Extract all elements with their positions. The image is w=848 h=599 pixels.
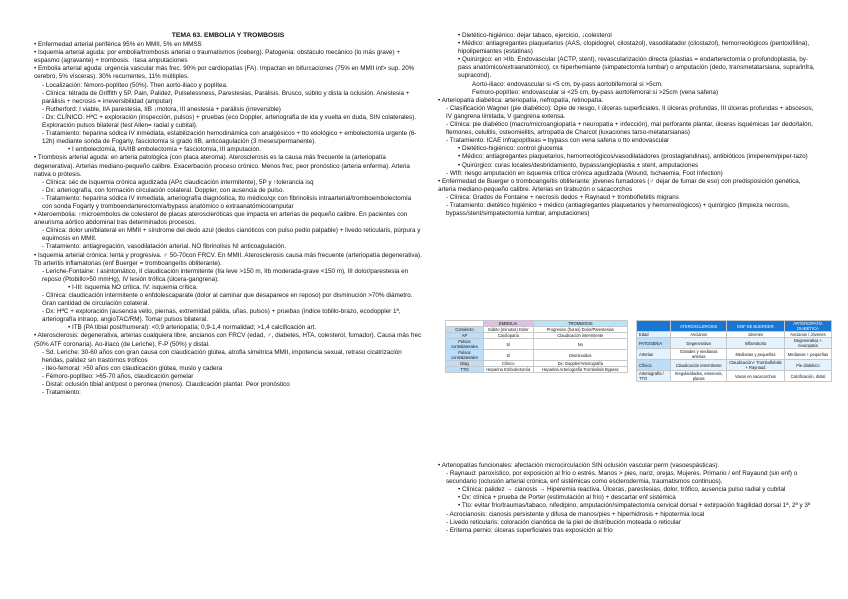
text-line: • Aterosclerosis: degenerativa, arterias cualquiera libre, ancianos con FRCV (edad, ♂, diabetes, HTA, colesterol, fumador). Causa más frec (50% ATF coronaria). Ao-ilíaco (de Leriche), F-P (50%) y distal. bbox=[34, 332, 422, 348]
text-line: Aorto-iliaco: endovascular si <5 cm, by-pass aortobifemoral si >5cm. bbox=[472, 80, 663, 88]
table-cell: Ancianos bbox=[671, 332, 727, 338]
table-header-cell: ATEROSCLEROSIS bbox=[671, 321, 727, 332]
text-line: • ITB (PA tibial post/humeral): <0,9 arteriopatía; 0,9-1,4 normalidad; >1,4 calcificación art. bbox=[68, 324, 317, 332]
table-cell: Cardiopatía bbox=[483, 333, 533, 339]
text-line: - Clínica: claudicación intermitente o enfdolescaparate (dolor al caminar que desaparece en reposo) por disminución >70% diámetro. Gran cantidad de circulación colateral. bbox=[42, 292, 413, 308]
text-line: - Ileo-femoral: >50 años con claudicación glútea, muslo y cadera bbox=[42, 364, 223, 372]
right-text-lines bbox=[438, 32, 818, 218]
text-line: - Clínica: tétrada de Griffith y 5P. Pain, Palidez, Pulselessness, Parestesias, Parálisis. Brusco, súbito y dista la oclusión. Anestesia + parálisis + necrosis = irreversibilidad (amputar) bbox=[42, 89, 410, 105]
text-line: • Médico: antiagregantes plaquetarios (AAS, clopidogrel, cilostazol), vasodilatador (cilostazol), hemorreológicos (pentoxifilina), hipolipemiantes (estatinas) bbox=[458, 40, 810, 56]
table-cell: Pie diabético bbox=[784, 360, 831, 371]
left-column bbox=[34, 32, 422, 397]
table-cell: Clínico bbox=[483, 361, 533, 367]
table-header-cell: EMBOLIA bbox=[483, 321, 533, 327]
table-header-cell bbox=[637, 321, 671, 332]
text-line: • Ateroembolia: ↑microembolos de colesterol de placas ateroscleróticas que impacta en arterias de pequeño calibre. En pacientes con aneurisma aórtico abdominal tras determinados procesos. bbox=[34, 211, 408, 227]
table-cell: Vasos en sacacorchos bbox=[727, 371, 785, 382]
arteriopatias-comparison-table bbox=[636, 320, 832, 382]
table-cell: Disminuidos bbox=[533, 350, 627, 361]
table-header-cell: ARTERIOPATÍA DIABÉTICA bbox=[784, 321, 831, 332]
text-line: - Leriche-Fontaine: I asintomático, II claudicación intermitente (IIa leve >150 m, IIb moderada-grave <150 m), III dolor/parestesia en reposo (Ptobillo>50 mmHg), IV lesión trófica (úlcera-gangrena). bbox=[42, 267, 409, 283]
text-line: • Dietético-higiénico: dejar tabaco, ejercicio, ↓colesterol bbox=[458, 32, 612, 39]
table-cell: AP bbox=[446, 333, 484, 339]
right-bottom-text-lines bbox=[438, 462, 818, 535]
table-row bbox=[446, 350, 628, 361]
right-column bbox=[438, 32, 818, 218]
text-line: - Livedo reticularis: coloración cianótica de la piel de distribución moteada o reticular bbox=[446, 518, 681, 526]
table-cell: Claudicación intermitente bbox=[671, 360, 727, 371]
text-line: - Clínica: séc de isquemia crónica agudizada (APc claudicación intermitente), 5P y ↑tolerancia isq bbox=[42, 178, 314, 186]
table-cell: Medianas + pequeñas bbox=[784, 349, 831, 360]
table-header-row bbox=[637, 321, 832, 332]
table-cell: Comienzo bbox=[446, 327, 484, 333]
table-cell: Claudicación intermitente bbox=[533, 333, 627, 339]
text-line: • Enfermedad de Buerger o tromboangeítis obliterante: jóvenes fumadores (♂ dejar de fumar de eso) con predisposición genética, arteria mediano-pequeño calibre. Arterias en tirabuzón o sacacorchos bbox=[438, 177, 801, 193]
text-line: • Clínica: palidez → cianosis → Hiperemia reactiva. Úlceras, parestesias, dolor, trófico, ausencia pulso radial y cubital bbox=[458, 486, 786, 494]
table-cell: PATOGENIA bbox=[637, 338, 671, 349]
table-cell: Irregularidades, estenosis, placas bbox=[671, 371, 727, 382]
text-line: - Dx: arteriografía, con formación circulación colateral. Doppler, con ausencia de pulso. bbox=[42, 186, 285, 194]
text-line: - Clínica: dolor uni/bilateral en MMII + síndrome del dedo azul (dedos cianóticos con pulso pedio palpable) + livedo reticularis, púrpura y equimosis en MMII. bbox=[42, 227, 421, 243]
text-line: - Tratamiento: bbox=[42, 389, 81, 397]
table-cell: Arteriografía / TTO bbox=[637, 371, 671, 382]
text-line: • I-III: isquemia NO crítica. IV: isquemia crítica. bbox=[68, 283, 198, 291]
text-line: • Arteriopatía diabética: arteriopatía, nefropatía, retinopatía. bbox=[438, 96, 604, 104]
text-line: - Tratamiento: heparina sódica IV inmediata, arteriografía diagnóstica, tto médico/qx con fibrinolisis intraarterial/tromboembolectomía con sonda Fogarty y tromboendarterectomía/bypass anatómico o extraanatómico/amputar bbox=[42, 194, 412, 210]
text-line: • I embolectomía, IIA/IIB embolectomía + fasciotomía, III amputación. bbox=[68, 146, 262, 154]
table-cell: Sí bbox=[483, 339, 533, 350]
table-row bbox=[637, 371, 832, 382]
text-line: - Acrocianosis: cianosis persistente y difusa de manos/pies + hiperhidrosis + hipotermia local bbox=[446, 510, 705, 518]
table-cell: No bbox=[533, 339, 627, 350]
text-line: - Eritema pernio: úlceras superficiales tras exposición al frío bbox=[446, 526, 613, 534]
table-cell: Pulsos contralaterales bbox=[446, 350, 484, 361]
text-line: - Clasificación Wagner (pie diabético): Opie de riesgo, I úlceras superficiales, II úlceras profundas, III úlceras profundas + abscesos, IV gangrena limitada, V gangrena extensa. bbox=[446, 104, 814, 120]
text-line: - Sd. Leriche: 30-60 años con gran causa con claudicación glútea, atrofia simétrica MMII, impotencia sexual, retraso cicatrización heridas, palidez sin trastornos tróficos bbox=[42, 348, 402, 364]
text-line: - Raynaud: paroxístico, por exposición al frío o estrés. Manos > pies, nariz, orejas. Mujeres. Primario / enf Rayaund (sin enf) o secundario (oclusión arterial crónica, enf sistémicas como esclerodermia, traumatismos continuos). bbox=[446, 470, 798, 486]
table-cell: Grandes y medianas arterias bbox=[671, 349, 727, 360]
table-cell: Heparina Arteriografía Trombolisis Bypass bbox=[533, 367, 627, 373]
right-bottom-column bbox=[438, 462, 818, 535]
text-line: • Tto: evitar frío/traumas/tabaco, nifedipino, amputación/simpatectomía cervical dorsal + extirpación fragilidad dorsal 1ª, 2ª y 3ª bbox=[458, 502, 811, 510]
table-cell: TTO bbox=[446, 367, 484, 373]
text-line: - Dx: HªC + exploración (ausencia vello, piernas, extremidad pálida, uñas, pulsos) + pruebas (índice tobillo-brazo, ecodoppler 1ª, arteriografía intraop, angioTAC/RM). Tomar pulsos bilateral. bbox=[42, 308, 401, 324]
table-cell: Sí bbox=[483, 350, 533, 361]
text-line: - Tratamiento: dietético higiénico + médico (antiagregantes plaquetarios y hemorreológicos) + quirúrgico (limpieza necrosis, bypass/stent/simpatectomía lumbar, amputaciones) bbox=[446, 201, 790, 218]
text-line: - Tratamiento: heparina sódica IV inmediata, estabilización hemodinámica con analgésicos + tto etiológico + embolectomía urgente (6-12h) mediante sonda de Fogarty, fasciotomía si grado IIB, anticoagulación (3 meses/permanente). bbox=[42, 130, 417, 146]
text-line: • Isquemia arterial aguda: por embolia/trombosis arterial o traumatismos (iceberg). Patogenia: obstáculo mecánico (lo más grave) + espasmo (agravante) + trombosis. ↑tasa amputaciones bbox=[34, 49, 401, 65]
text-line: - Localización: fémoro-poplíteo (50%). Then aorto-iliaco y poplítea. bbox=[42, 81, 228, 89]
table-cell: Degenerativa bbox=[671, 338, 727, 349]
embolia-trombosis-table bbox=[445, 320, 628, 373]
text-line: - Rutherford: I viable, IIA parestesia, IIB ↓motora, III anestesia + parálisis (irreversible) bbox=[42, 105, 281, 113]
text-line: - Tratamiento: antiagregación, vasodilatación arterial. NO fibrinolisis NI anticoagulación. bbox=[42, 243, 286, 251]
table-cell: Arterias bbox=[637, 349, 671, 360]
table-header-cell: ENF DE BUERGER bbox=[727, 321, 785, 332]
text-line: • Dietético-higiénico: control glucemia bbox=[458, 145, 563, 153]
text-line: - Clínica: Grados de Fontaine + necrosis dedos + Raynaud + tromboflebitis migrans bbox=[446, 193, 679, 201]
table-row bbox=[637, 338, 832, 349]
table-cell: Súbito (minutos) Dolor bbox=[483, 327, 533, 333]
table-cell: Diag bbox=[446, 361, 484, 367]
text-line: • Isquemia arterial crónica: lenta y progresiva. ♂ 50-70con FRCV. En MMII. Aterosclerosis causa más frecuente (arteriopatía degenerativa). Tb arteritis inflamatorias (enf Buerger = tromboangeítis obliterante). bbox=[34, 251, 422, 267]
text-line: - Clínica: pie diabético (macro/microangiopatía + neuropatía + infección), mal perforante plantar, úlceras isquémicas 1er dedo/talón, flemones, celulitis, osteomielitis, artropatía de Charcot (luxaciones tarso-metatarsianas) bbox=[446, 121, 813, 137]
table-header-cell: TROMBOSIS bbox=[533, 321, 627, 327]
table-row bbox=[637, 360, 832, 371]
text-line: • Trombosis arterial aguda: en arteria patológica (con placa ateroma). Aterosclerosis es la causa más frecuente la (arteriopatía degenerativa). Arterias mediano-pequeño calibre. Exacerbación proceso crónico. Menos frec, peor pronóstico (arteria enferma). Arteria nativa o prótesis. bbox=[34, 154, 410, 178]
table-cell: Medianas y pequeñas bbox=[727, 349, 785, 360]
table-cell: Claudicación+ Tromboflebitis + Raynaud bbox=[727, 360, 785, 371]
table-cell: Calcificación, distal bbox=[784, 371, 831, 382]
text-line: - Dx: CLÍNICO. HªC + exploración (inspección, pulsos) + pruebas (eco Doppler, arteriografía de ida y vuelta en duda, SIN colaterales). Exploración pulsos bilateral (test Allen= radial y cubital). bbox=[42, 113, 417, 130]
text-line: • Médico: antiagregantes plaquetarios, hemorreológicos/vasodilatadores (prostaglandinas), antibióticos (imipenem/piper-tazo) bbox=[458, 153, 808, 161]
table-row bbox=[637, 349, 832, 360]
left-text-lines bbox=[34, 41, 422, 397]
table-cell: Clínica bbox=[637, 360, 671, 371]
table-cell: Heparina Embolectomía bbox=[483, 367, 533, 373]
text-line: • Embolia arterial aguda: urgencia vascular más frec. 90% por cardiopatías (FA). Impactan en bifurcaciones (75% en MMII inf> sup. 20% cerebro, 5% vísceras). 30% recurrentes, 11% múltiples. bbox=[34, 65, 415, 81]
text-line: • Enfermedad arterial periférica 95% en MMII, 5% en MMSS bbox=[34, 41, 202, 49]
text-line: - Distal: oclusión tibial ant/post o peronea (menos). Claudicación plantar. Peor pronóstico bbox=[42, 381, 290, 389]
table-cell: Jóvenes bbox=[727, 332, 785, 338]
document-title: TEMA 63. EMBOLIA Y TROMBOSIS bbox=[171, 32, 285, 39]
table-row bbox=[446, 367, 628, 373]
text-line: • Quirúrgico: curas locales/desbridamiento, bypass/angioplastia ± stent, amputaciones bbox=[458, 161, 699, 169]
table-cell: Inflamatoria bbox=[727, 338, 785, 349]
table-row bbox=[446, 339, 628, 350]
text-line: • Arteriopatías funcionales: afectación microcirculación SIN oclusión vascular perm (vasoespásticas). bbox=[438, 462, 720, 469]
table-cell: Edad bbox=[637, 332, 671, 338]
text-line: - Tratamiento: ICAE infrapoplíteas = bypass con vena safena o tto endovascular bbox=[446, 137, 670, 145]
table-cell: Dx: Doppler/Arteriografía bbox=[533, 361, 627, 367]
text-line: - WIfI: riesgo amputación en isquemia crítica crónica agudizada (Wound, Ischaemia, Foot Infection) bbox=[446, 169, 723, 177]
text-line: - Fémoro-poplíteo: >65-70 años, claudicación gemelar bbox=[42, 372, 194, 380]
text-line: • Quirúrgico: en >IIb. Endovascular (ACTP, stent), revascularización directa (plastias = endarterectomía o profundoplastia, by-pass anatómico/extraanatómico), cx hiperhemiante (simpatectomía lumbar) o amputación (dedo, transmetatarsiana, supra/infra, supracond). bbox=[458, 56, 815, 80]
table-cell: Progresivo (horas) Dolor/Parestesias bbox=[533, 327, 627, 333]
text-line: Femoro-poplíteo: endovascular si <25 cm, by-pass aortofemoral si >25cm (vena safena) bbox=[472, 88, 719, 96]
table-cell: Ancianos / Jóvenes bbox=[784, 332, 831, 338]
table-cell: Degenerativa + neuropatía bbox=[784, 338, 831, 349]
text-line: • Dx: clínica + prueba de Porter (estimulación al frío) + descartar enf sistémica bbox=[458, 494, 676, 502]
table-cell: Pulsos contralaterales bbox=[446, 339, 484, 350]
